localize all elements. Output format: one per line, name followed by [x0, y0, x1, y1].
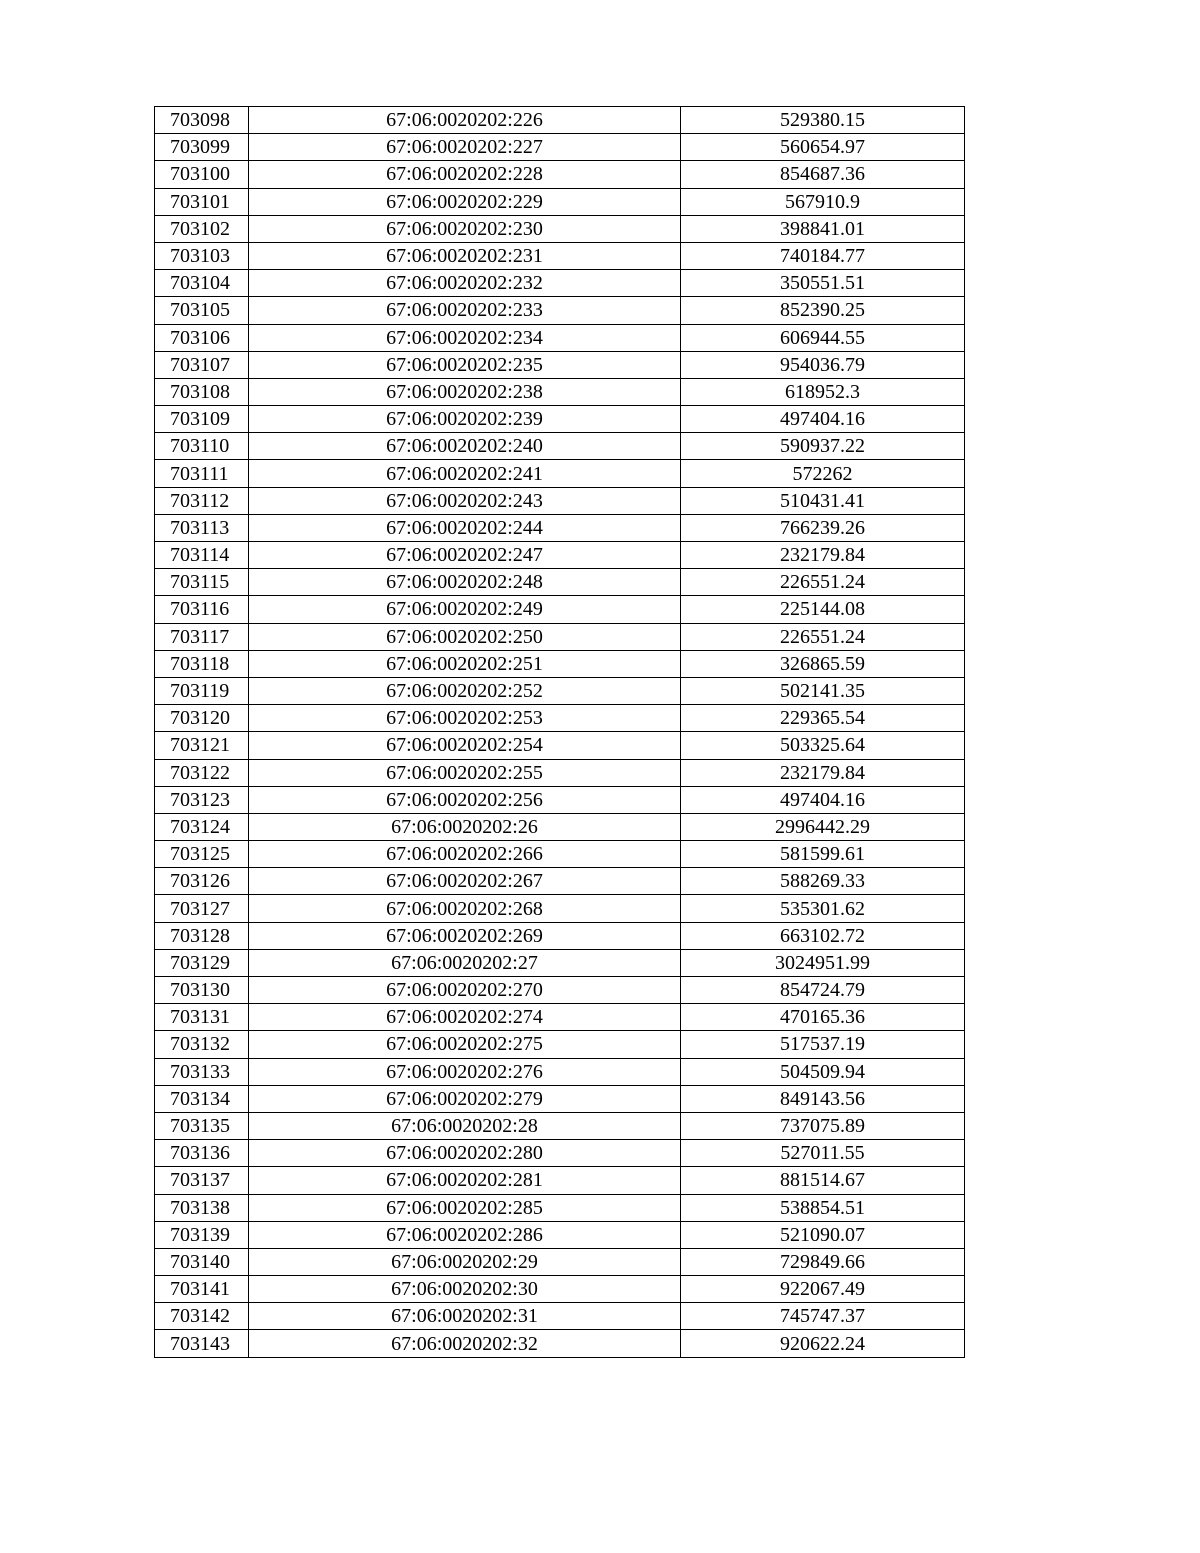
table-row	[155, 514, 965, 541]
cadastral-value-table	[154, 106, 965, 1358]
cadastral-number-cell: 67:06:0020202:255	[249, 759, 681, 786]
table-row	[155, 650, 965, 677]
table-row	[155, 1031, 965, 1058]
cadastral-number-cell: 67:06:0020202:232	[249, 270, 681, 297]
cadastral-number-cell: 67:06:0020202:244	[249, 514, 681, 541]
row-number-cell: 703140	[155, 1248, 249, 1275]
row-number-cell: 703121	[155, 732, 249, 759]
row-number-cell: 703131	[155, 1004, 249, 1031]
cadastral-number-cell: 67:06:0020202:243	[249, 487, 681, 514]
cadastral-value-cell: 510431.41	[681, 487, 965, 514]
cadastral-number-cell: 67:06:0020202:253	[249, 705, 681, 732]
row-number-cell: 703137	[155, 1167, 249, 1194]
table-row	[155, 1004, 965, 1031]
row-number-cell: 703134	[155, 1085, 249, 1112]
table-row	[155, 813, 965, 840]
table-row	[155, 841, 965, 868]
table-row	[155, 1112, 965, 1139]
cadastral-value-cell: 590937.22	[681, 433, 965, 460]
table-row	[155, 623, 965, 650]
cadastral-number-cell: 67:06:0020202:269	[249, 922, 681, 949]
cadastral-number-cell: 67:06:0020202:280	[249, 1140, 681, 1167]
row-number-cell: 703125	[155, 841, 249, 868]
cadastral-value-cell: 618952.3	[681, 378, 965, 405]
cadastral-value-cell: 572262	[681, 460, 965, 487]
row-number-cell: 703112	[155, 487, 249, 514]
table-row	[155, 542, 965, 569]
table-row	[155, 1167, 965, 1194]
table-row	[155, 215, 965, 242]
cadastral-number-cell: 67:06:0020202:233	[249, 297, 681, 324]
cadastral-number-cell: 67:06:0020202:230	[249, 215, 681, 242]
row-number-cell: 703139	[155, 1221, 249, 1248]
table-row	[155, 949, 965, 976]
cadastral-number-cell: 67:06:0020202:229	[249, 188, 681, 215]
cadastral-value-cell: 538854.51	[681, 1194, 965, 1221]
cadastral-value-cell: 729849.66	[681, 1248, 965, 1275]
cadastral-number-cell: 67:06:0020202:254	[249, 732, 681, 759]
cadastral-number-cell: 67:06:0020202:268	[249, 895, 681, 922]
row-number-cell: 703105	[155, 297, 249, 324]
table-row	[155, 1303, 965, 1330]
cadastral-value-cell: 954036.79	[681, 351, 965, 378]
cadastral-value-cell: 504509.94	[681, 1058, 965, 1085]
cadastral-number-cell: 67:06:0020202:267	[249, 868, 681, 895]
cadastral-value-cell: 745747.37	[681, 1303, 965, 1330]
cadastral-number-cell: 67:06:0020202:247	[249, 542, 681, 569]
table-row	[155, 895, 965, 922]
table-row	[155, 460, 965, 487]
cadastral-value-cell: 737075.89	[681, 1112, 965, 1139]
cadastral-number-cell: 67:06:0020202:275	[249, 1031, 681, 1058]
cadastral-value-cell: 326865.59	[681, 650, 965, 677]
row-number-cell: 703103	[155, 242, 249, 269]
row-number-cell: 703126	[155, 868, 249, 895]
cadastral-value-cell: 232179.84	[681, 542, 965, 569]
cadastral-number-cell: 67:06:0020202:235	[249, 351, 681, 378]
cadastral-number-cell: 67:06:0020202:28	[249, 1112, 681, 1139]
cadastral-number-cell: 67:06:0020202:27	[249, 949, 681, 976]
row-number-cell: 703135	[155, 1112, 249, 1139]
table-row	[155, 406, 965, 433]
table-row	[155, 759, 965, 786]
cadastral-number-cell: 67:06:0020202:30	[249, 1276, 681, 1303]
cadastral-value-cell: 225144.08	[681, 596, 965, 623]
cadastral-value-cell: 854687.36	[681, 161, 965, 188]
row-number-cell: 703100	[155, 161, 249, 188]
cadastral-number-cell: 67:06:0020202:270	[249, 977, 681, 1004]
table-row	[155, 1058, 965, 1085]
row-number-cell: 703123	[155, 786, 249, 813]
cadastral-number-cell: 67:06:0020202:285	[249, 1194, 681, 1221]
cadastral-number-cell: 67:06:0020202:227	[249, 134, 681, 161]
table-row	[155, 188, 965, 215]
cadastral-number-cell: 67:06:0020202:31	[249, 1303, 681, 1330]
row-number-cell: 703133	[155, 1058, 249, 1085]
cadastral-value-cell: 606944.55	[681, 324, 965, 351]
cadastral-number-cell: 67:06:0020202:286	[249, 1221, 681, 1248]
cadastral-value-cell: 232179.84	[681, 759, 965, 786]
row-number-cell: 703115	[155, 569, 249, 596]
cadastral-value-cell: 527011.55	[681, 1140, 965, 1167]
row-number-cell: 703101	[155, 188, 249, 215]
table-row	[155, 1140, 965, 1167]
table-row	[155, 270, 965, 297]
row-number-cell: 703141	[155, 1276, 249, 1303]
row-number-cell: 703099	[155, 134, 249, 161]
cadastral-value-cell: 517537.19	[681, 1031, 965, 1058]
cadastral-number-cell: 67:06:0020202:281	[249, 1167, 681, 1194]
table-row	[155, 1221, 965, 1248]
cadastral-number-cell: 67:06:0020202:241	[249, 460, 681, 487]
cadastral-number-cell: 67:06:0020202:32	[249, 1330, 681, 1357]
cadastral-number-cell: 67:06:0020202:234	[249, 324, 681, 351]
row-number-cell: 703104	[155, 270, 249, 297]
cadastral-value-cell: 398841.01	[681, 215, 965, 242]
row-number-cell: 703130	[155, 977, 249, 1004]
cadastral-value-cell: 581599.61	[681, 841, 965, 868]
cadastral-number-cell: 67:06:0020202:274	[249, 1004, 681, 1031]
cadastral-number-cell: 67:06:0020202:239	[249, 406, 681, 433]
row-number-cell: 703129	[155, 949, 249, 976]
table-row	[155, 324, 965, 351]
row-number-cell: 703113	[155, 514, 249, 541]
table-row	[155, 487, 965, 514]
cadastral-value-cell: 529380.15	[681, 107, 965, 134]
cadastral-value-cell: 567910.9	[681, 188, 965, 215]
table-row	[155, 242, 965, 269]
cadastral-value-cell: 502141.35	[681, 677, 965, 704]
row-number-cell: 703118	[155, 650, 249, 677]
cadastral-value-cell: 3024951.99	[681, 949, 965, 976]
table-row	[155, 596, 965, 623]
cadastral-value-cell: 922067.49	[681, 1276, 965, 1303]
row-number-cell: 703127	[155, 895, 249, 922]
cadastral-number-cell: 67:06:0020202:238	[249, 378, 681, 405]
cadastral-number-cell: 67:06:0020202:26	[249, 813, 681, 840]
cadastral-value-cell: 535301.62	[681, 895, 965, 922]
table-row	[155, 1085, 965, 1112]
table-row	[155, 351, 965, 378]
cadastral-number-cell: 67:06:0020202:248	[249, 569, 681, 596]
row-number-cell: 703142	[155, 1303, 249, 1330]
table-row	[155, 705, 965, 732]
table-row	[155, 868, 965, 895]
cadastral-number-cell: 67:06:0020202:279	[249, 1085, 681, 1112]
row-number-cell: 703107	[155, 351, 249, 378]
cadastral-value-cell: 2996442.29	[681, 813, 965, 840]
table-row	[155, 1194, 965, 1221]
table-row	[155, 134, 965, 161]
row-number-cell: 703136	[155, 1140, 249, 1167]
cadastral-number-cell: 67:06:0020202:231	[249, 242, 681, 269]
table-row	[155, 1248, 965, 1275]
cadastral-number-cell: 67:06:0020202:256	[249, 786, 681, 813]
cadastral-number-cell: 67:06:0020202:276	[249, 1058, 681, 1085]
cadastral-value-cell: 226551.24	[681, 569, 965, 596]
cadastral-number-cell: 67:06:0020202:29	[249, 1248, 681, 1275]
cadastral-value-cell: 229365.54	[681, 705, 965, 732]
cadastral-number-cell: 67:06:0020202:249	[249, 596, 681, 623]
row-number-cell: 703110	[155, 433, 249, 460]
row-number-cell: 703119	[155, 677, 249, 704]
row-number-cell: 703106	[155, 324, 249, 351]
row-number-cell: 703098	[155, 107, 249, 134]
cadastral-value-cell: 920622.24	[681, 1330, 965, 1357]
table-row	[155, 161, 965, 188]
row-number-cell: 703108	[155, 378, 249, 405]
row-number-cell: 703117	[155, 623, 249, 650]
cadastral-number-cell: 67:06:0020202:266	[249, 841, 681, 868]
cadastral-number-cell: 67:06:0020202:251	[249, 650, 681, 677]
table-row	[155, 297, 965, 324]
table-row	[155, 569, 965, 596]
cadastral-number-cell: 67:06:0020202:252	[249, 677, 681, 704]
row-number-cell: 703122	[155, 759, 249, 786]
cadastral-value-cell: 226551.24	[681, 623, 965, 650]
row-number-cell: 703116	[155, 596, 249, 623]
cadastral-value-cell: 881514.67	[681, 1167, 965, 1194]
row-number-cell: 703143	[155, 1330, 249, 1357]
table-row	[155, 1330, 965, 1357]
table-row	[155, 677, 965, 704]
cadastral-value-cell: 497404.16	[681, 406, 965, 433]
cadastral-value-cell: 740184.77	[681, 242, 965, 269]
table-row	[155, 922, 965, 949]
cadastral-value-cell: 588269.33	[681, 868, 965, 895]
row-number-cell: 703132	[155, 1031, 249, 1058]
cadastral-value-cell: 560654.97	[681, 134, 965, 161]
cadastral-value-cell: 663102.72	[681, 922, 965, 949]
cadastral-value-cell: 503325.64	[681, 732, 965, 759]
row-number-cell: 703138	[155, 1194, 249, 1221]
row-number-cell: 703128	[155, 922, 249, 949]
cadastral-number-cell: 67:06:0020202:250	[249, 623, 681, 650]
cadastral-value-cell: 350551.51	[681, 270, 965, 297]
cadastral-number-cell: 67:06:0020202:228	[249, 161, 681, 188]
cadastral-value-cell: 470165.36	[681, 1004, 965, 1031]
table-row	[155, 786, 965, 813]
table-row	[155, 1276, 965, 1303]
row-number-cell: 703114	[155, 542, 249, 569]
cadastral-value-cell: 497404.16	[681, 786, 965, 813]
cadastral-value-cell: 849143.56	[681, 1085, 965, 1112]
row-number-cell: 703120	[155, 705, 249, 732]
cadastral-value-cell: 521090.07	[681, 1221, 965, 1248]
table-body	[155, 107, 965, 1358]
cadastral-value-cell: 766239.26	[681, 514, 965, 541]
cadastral-number-cell: 67:06:0020202:226	[249, 107, 681, 134]
row-number-cell: 703102	[155, 215, 249, 242]
row-number-cell: 703124	[155, 813, 249, 840]
table-row	[155, 732, 965, 759]
row-number-cell: 703109	[155, 406, 249, 433]
table-row	[155, 977, 965, 1004]
row-number-cell: 703111	[155, 460, 249, 487]
table-row	[155, 378, 965, 405]
cadastral-value-cell: 852390.25	[681, 297, 965, 324]
cadastral-number-cell: 67:06:0020202:240	[249, 433, 681, 460]
table-row	[155, 107, 965, 134]
table-row	[155, 433, 965, 460]
cadastral-value-cell: 854724.79	[681, 977, 965, 1004]
